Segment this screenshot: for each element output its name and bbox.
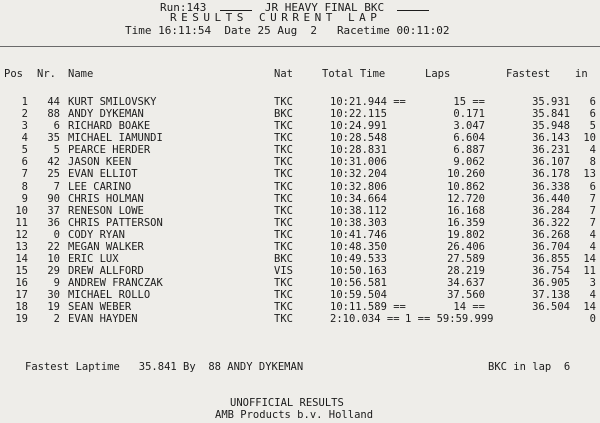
row-pos: 14 [15, 253, 28, 266]
row-total-time: 10:32.806 [330, 180, 387, 193]
row-pos: 13 [15, 240, 28, 253]
row-laps: 9.062 [453, 156, 485, 169]
row-nat: TKC [274, 240, 293, 253]
row-pos: 8 [21, 180, 28, 193]
row-total-time: 10:24.991 [330, 120, 387, 133]
row-pos: 12 [15, 228, 28, 241]
row-fastest: 36.178 [532, 168, 570, 181]
row-laps: 27.589 [447, 253, 485, 266]
col-in: in [575, 68, 588, 80]
row-fastest: 35.948 [532, 120, 570, 133]
row-total-time: 10:22.115 [330, 108, 387, 121]
row-nr: 22 [47, 240, 60, 253]
row-nr: 37 [47, 204, 60, 217]
row-pos: 18 [15, 301, 28, 314]
racetime-value: Racetime 00:11:02 [336, 24, 450, 37]
row-in: 5 [589, 120, 596, 133]
row-total-time: 10:49.533 [330, 253, 387, 266]
row-nr: 10 [47, 253, 60, 266]
row-name: CHRIS PATTERSON [68, 216, 163, 229]
row-pos: 19 [15, 313, 28, 326]
underline-left [220, 0, 252, 11]
row-laps: 16.359 [447, 216, 485, 229]
col-laps: Laps [425, 68, 451, 80]
col-pos: Pos [4, 68, 23, 80]
row-nr: 0 [53, 228, 60, 241]
col-fastest: Fastest [506, 68, 551, 80]
row-in: 13 [583, 168, 596, 181]
row-total-time: 10:48.350 [330, 240, 387, 253]
row-fastest: 36.704 [532, 240, 570, 253]
row-nr: 90 [47, 192, 60, 205]
row-pos: 16 [15, 277, 28, 290]
row-name: CODY RYAN [68, 228, 125, 241]
row-laps: 6.887 [453, 144, 485, 157]
row-nat: TKC [274, 277, 293, 290]
row-nat: TKC [274, 216, 293, 229]
row-nat: TKC [274, 192, 293, 205]
row-laps: 26.406 [447, 240, 485, 253]
row-name: EVAN HAYDEN [68, 313, 138, 326]
row-pos: 7 [21, 168, 28, 181]
row-fastest: 36.754 [532, 265, 570, 278]
row-nat: TKC [274, 156, 293, 169]
row-name: ERIC LUX [68, 253, 119, 266]
row-nr: 7 [53, 180, 60, 193]
row-nr: 19 [47, 301, 60, 314]
row-fastest: 36.231 [532, 144, 570, 157]
row-laps: 10.862 [447, 180, 485, 193]
row-in: 4 [589, 144, 596, 157]
row-name: CHRIS HOLMAN [68, 192, 144, 205]
row-in: 4 [589, 240, 596, 253]
top-rule [0, 46, 600, 47]
row-name: DREW ALLFORD [68, 265, 144, 278]
row-pos: 2 [21, 108, 28, 121]
row-in: 11 [583, 265, 596, 278]
row-nr: 42 [47, 156, 60, 169]
row-in: 6 [589, 108, 596, 121]
fastest-laptime: Fastest Laptime 35.841 By 88 ANDY DYKEMAN [25, 361, 304, 373]
col-nat: Nat [274, 68, 293, 80]
row-in: 4 [589, 228, 596, 241]
row-pos: 10 [15, 204, 28, 217]
row-total-time: 10:11.589 == [330, 301, 406, 314]
row-in: 8 [589, 156, 596, 169]
col-name: Name [68, 68, 94, 80]
row-name: ANDY DYKEMAN [68, 108, 144, 121]
row-name: SEAN WEBER [68, 301, 132, 314]
row-name: LEE CARINO [68, 180, 132, 193]
row-in: 4 [589, 289, 596, 302]
row-in: 7 [589, 204, 596, 217]
row-nr: 6 [53, 120, 60, 133]
row-total-time: 2:10.034 == [330, 313, 400, 326]
row-total-time: 10:31.006 [330, 156, 387, 169]
row-nat: TKC [274, 180, 293, 193]
row-name: PEARCE HERDER [68, 144, 151, 157]
row-laps: 15 == [453, 96, 485, 108]
row-laps: 3.047 [453, 120, 485, 133]
row-fastest: 36.855 [532, 253, 570, 266]
row-in: 6 [589, 180, 596, 193]
row-nr: 5 [53, 144, 60, 157]
row-nat: BKC [274, 108, 293, 121]
row-fastest: 36.905 [532, 277, 570, 290]
row-fastest: 35.841 [532, 108, 570, 121]
row-fastest: 36.143 [532, 132, 570, 145]
row-nat: BKC [274, 253, 293, 266]
row-fastest: 36.107 [532, 156, 570, 169]
row-laps: 16.168 [447, 204, 485, 217]
row-total-time: 10:32.204 [330, 168, 387, 181]
row-nr: 9 [53, 277, 60, 290]
row-pos: 3 [21, 120, 28, 133]
row-in: 7 [589, 192, 596, 205]
row-laps: 10.260 [447, 168, 485, 181]
row-pos: 6 [21, 156, 28, 169]
row-name: EVAN ELLIOT [68, 168, 138, 181]
row-name: RICHARD BOAKE [68, 120, 151, 133]
col-total-time: Total Time [322, 68, 386, 80]
row-nr: 2 [53, 313, 60, 326]
date-value: Date 25 Aug 2 [224, 24, 318, 37]
row-nr: 36 [47, 216, 60, 229]
row-nat: TKC [274, 168, 293, 181]
row-nr: 30 [47, 289, 60, 302]
row-name: KURT SMILOVSKY [68, 96, 157, 108]
row-laps: 34.637 [447, 277, 485, 290]
row-laps: 19.802 [447, 228, 485, 241]
row-nat: TKC [274, 289, 293, 302]
row-nat: VIS [274, 265, 293, 278]
row-fastest: 37.138 [532, 289, 570, 302]
row-fastest: 36.268 [532, 228, 570, 241]
row-pos: 5 [21, 144, 28, 157]
row-total-time: 10:38.112 [330, 204, 387, 217]
row-in: 6 [589, 96, 596, 108]
row-laps: 28.219 [447, 265, 485, 278]
col-nr: Nr. [37, 68, 56, 80]
row-in: 3 [589, 277, 596, 290]
row-total-time: 10:59.504 [330, 289, 387, 302]
row-nat: TKC [274, 204, 293, 217]
row-laps: 14 == [453, 301, 485, 314]
row-in: 0 [589, 313, 596, 326]
row-nat: TKC [274, 313, 293, 326]
row-fastest: 36.338 [532, 180, 570, 193]
row-nat: TKC [274, 228, 293, 241]
amb-products: AMB Products b.v. Holland [215, 409, 374, 421]
row-fastest: 36.504 [532, 301, 570, 314]
row-in: 14 [583, 253, 596, 266]
row-nr: 29 [47, 265, 60, 278]
row-name: MICHAEL ROLLO [68, 289, 151, 302]
row-nat: TKC [274, 120, 293, 133]
row-nat: TKC [274, 132, 293, 145]
row-fastest: 36.284 [532, 204, 570, 217]
row-nr: 35 [47, 132, 60, 145]
row-pos: 9 [21, 192, 28, 205]
results-subtitle: RESULTS CURRENT LAP [170, 11, 382, 24]
row-laps: 1 == 59:59.999 [405, 313, 494, 326]
run-number: Run:143 [160, 1, 207, 14]
row-nr: 88 [47, 108, 60, 121]
row-total-time: 10:21.944 == [330, 96, 406, 108]
row-name: MEGAN WALKER [68, 240, 144, 253]
row-fastest: 36.440 [532, 192, 570, 205]
row-in: 7 [589, 216, 596, 229]
row-total-time: 10:56.581 [330, 277, 387, 290]
row-total-time: 10:34.664 [330, 192, 387, 205]
underline-right [397, 0, 429, 11]
row-laps: 12.720 [447, 192, 485, 205]
row-in: 14 [583, 301, 596, 314]
row-fastest: 36.322 [532, 216, 570, 229]
row-total-time: 10:41.746 [330, 228, 387, 241]
unofficial-results: UNOFFICIAL RESULTS [230, 397, 344, 409]
row-pos: 15 [15, 265, 28, 278]
row-pos: 1 [21, 96, 28, 108]
row-nr: 25 [47, 168, 60, 181]
row-pos: 17 [15, 289, 28, 302]
row-total-time: 10:38.303 [330, 216, 387, 229]
row-name: ANDREW FRANCZAK [68, 277, 163, 290]
row-nat: TKC [274, 96, 293, 108]
row-total-time: 10:50.163 [330, 265, 387, 278]
row-name: MICHAEL IAMUNDI [68, 132, 163, 145]
event-title: JR HEAVY FINAL BKC [264, 1, 385, 14]
row-in: 10 [583, 132, 596, 145]
row-nat: TKC [274, 301, 293, 314]
row-nat: TKC [274, 144, 293, 157]
row-fastest: 35.931 [532, 96, 570, 108]
row-pos: 11 [15, 216, 28, 229]
row-pos: 4 [21, 132, 28, 145]
time-line [125, 25, 450, 37]
bkc-in-lap: BKC in lap 6 [488, 361, 571, 373]
row-total-time: 10:28.831 [330, 144, 387, 157]
row-total-time: 10:28.548 [330, 132, 387, 145]
time-value: Time 16:11:54 [125, 24, 212, 37]
row-laps: 6.604 [453, 132, 485, 145]
row-name: JASON KEEN [68, 156, 132, 169]
row-laps: 37.560 [447, 289, 485, 302]
row-nr: 44 [47, 96, 60, 108]
row-laps: 0.171 [453, 108, 485, 121]
row-name: RENESON LOWE [68, 204, 144, 217]
